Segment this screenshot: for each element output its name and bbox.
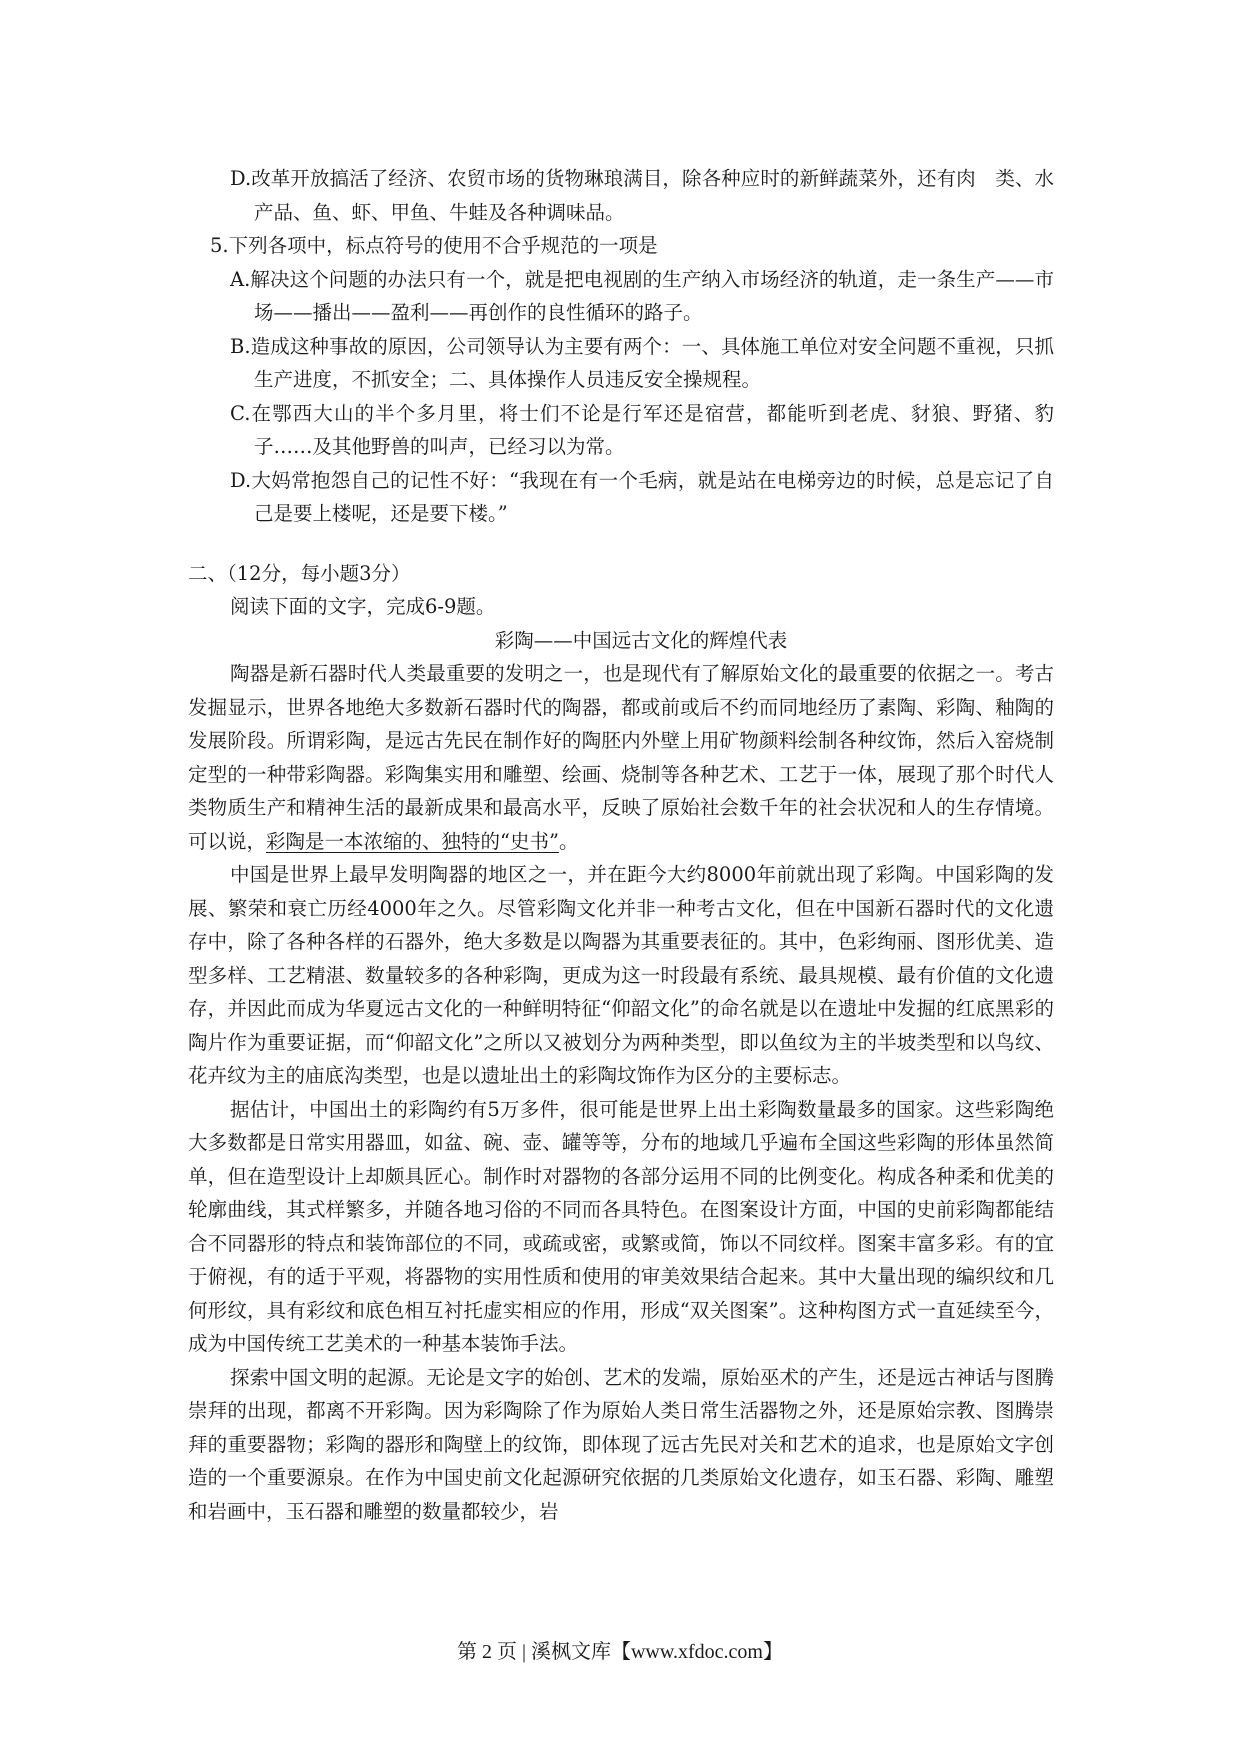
option-text: 解决这个问题的办法只有一个，就是把电视剧的生产纳入市场经济的轨道，走一条生产——市场——播出——盈利——再创作的良性循环的路子。 — [250, 267, 1054, 324]
option-label: C. — [230, 401, 251, 425]
article-paragraph-2: 中国是世界上最早发明陶器的地区之一，并在距今大约8000年前就出现了彩陶。中国彩陶的发展、繁荣和衰亡历经4000年之久。尽管彩陶文化并非一种考古文化，但在中国新石器时代的文化遗存中，除了各种各样的石器外，绝大多数是以陶器为其重要表征的。其中，色彩绚丽、图形优美、造型多样、工艺精湛、数量较多的各种彩陶，更成为这一时段最有系统、最具规模、最有价值的文化遗存，并因此而成为华夏远古文化的一种鲜明特征“仰韶文化”的命名就是以在遗址中发掘的红底黑彩的陶片作为重要证据，而“仰韶文化”之所以又被划分为两种类型，即以鱼纹为主的半坡类型和以鸟纹、花卉纹为主的庙底沟类型，也是以遗址出土的彩陶坟饰作为区分的主要标志。 — [188, 863, 1054, 1087]
paragraph-text: 陶器是新石器时代人类最重要的发明之一，也是现代有了解原始文化的最重要的依据之一。考古发掘显示，世界各地绝大多数新石器时代的陶器，都或前或后不约而同地经历了素陶、彩陶、釉陶的发展阶段。所谓彩陶，是远古先民在制作好的陶胚内外壁上用矿物颜料绘制各种纹饰，然后入窑烧制定型的一种带彩陶器。彩陶集实用和雕塑、绘画、烧制等各种艺术、工艺于一体，展现了那个时代人类物质生产和精神生活的最新成果和最高水平，反映了原始社会数千年的社会状况和人的生存情境。可以说， — [188, 662, 1054, 853]
article-paragraph-3: 据估计，中国出土的彩陶约有5万多件，很可能是世界上出土彩陶数量最多的国家。这些彩陶绝大多数都是日常实用器皿，如盆、碗、壶、罐等等，分布的地域几乎遍布全国这些彩陶的形体虽然简单，但在造型设计上却颇具匠心。制作时对器物的各部分运用不同的比例变化。构成各种柔和优美的轮廓曲线，其式样繁多，并随各地习俗的不同而各具特色。在图案设计方面，中国的史前彩陶都能结合不同器形的特点和装饰部位的不同，或疏或密，或繁或简，饰以不同纹样。图案丰富多彩。有的宜于俯视，有的适于平观，将器物的实用性质和使用的审美效果结合起来。其中大量出现的编织纹和几何形纹，具有彩纹和底色相互衬托虚实相应的作用，形成“双关图案”。这种构图方式一直延续至今，成为中国传统工艺美术的一种基本装饰手法。 — [188, 1097, 1054, 1355]
underlined-phrase: 彩陶是一本浓缩的、独特的“史书” — [266, 829, 559, 853]
document-body — [188, 162, 1054, 1528]
option-text: 造成这种事故的原因，公司领导认为主要有两个：一、具体施工单位对安全问题不重视，只抓生产进度，不抓安全；二、具体操作人员违反安全操规程。 — [250, 334, 1054, 391]
q5-option-c — [230, 397, 1054, 464]
article-paragraph-1 — [188, 657, 1054, 858]
page-footer: 第 2 页 | 溪枫文库【www.xfdoc.com】 — [456, 1641, 783, 1663]
q4-option-d — [230, 162, 1054, 229]
question-5-stem: 5.下列各项中，标点符号的使用不合乎规范的一项是 — [210, 234, 658, 257]
q5-option-d — [230, 464, 1054, 531]
option-label: B. — [230, 334, 251, 358]
article-paragraph-4: 探索中国文明的起源。无论是文字的始创、艺术的发端，原始巫术的产生，还是远古神话与图腾崇拜的出现，都离不开彩陶。因为彩陶除了作为原始人类日常生活器物之外，还是原始宗教、图腾崇拜的重要器物；彩陶的器形和陶壁上的纹饰，即体现了远古先民对关和艺术的追求，也是原始文字创造的一个重要源泉。在作为中国史前文化起源研究依据的几类原始文化遗存，如玉石器、彩陶、雕塑和岩画中，玉石器和雕塑的数量都较少，岩 — [188, 1365, 1054, 1523]
q5-option-a — [230, 263, 1054, 330]
option-label: A. — [230, 267, 251, 291]
option-label: D. — [230, 468, 252, 492]
article-title: 彩陶——中国远古文化的辉煌代表 — [494, 628, 788, 652]
reading-instruction: 阅读下面的文字，完成6-9题。 — [230, 595, 496, 618]
option-text: 大妈常抱怨自己的记性不好：“我现在有一个毛病，就是站在电梯旁边的时候，总是忘记了自己是要上楼呢，还是要下楼。” — [251, 468, 1054, 525]
option-text: 在鄂西大山的半个多月里，将士们不论是行军还是宿营，都能听到老虎、豺狼、野猪、豹子……及其他野兽的叫声，已经习以为常。 — [250, 401, 1054, 458]
q5-option-b — [230, 330, 1054, 397]
option-label: D. — [230, 167, 252, 190]
option-text: 改革开放搞活了经济、农贸市场的货物琳琅满目，除各种应时的新鲜蔬菜外，还有肉 类、水产品、鱼、虾、甲鱼、牛蛙及各种调味品。 — [251, 167, 1054, 224]
paragraph-end: 。 — [558, 829, 579, 853]
section-2-heading: 二、（12分，每小题3分） — [188, 561, 411, 585]
